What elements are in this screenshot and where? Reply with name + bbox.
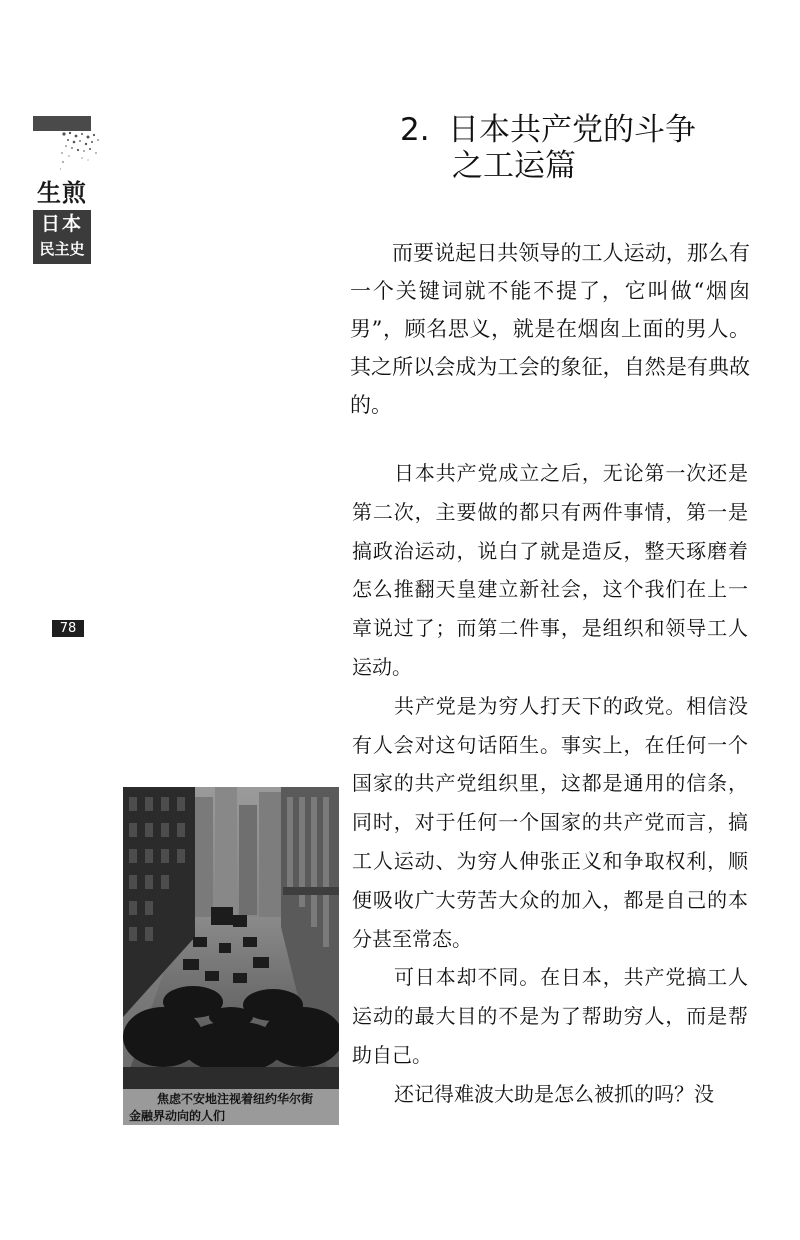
mark-line3: 民主史 xyxy=(39,240,85,258)
photo-caption xyxy=(123,1089,339,1125)
street-scene-illustration xyxy=(123,787,339,1089)
mark-line2: 日本 xyxy=(40,213,83,235)
caption-line1: 焦虑不安地注视着纽约华尔街 xyxy=(157,1092,314,1106)
mark-line1: 生煎 xyxy=(37,179,87,207)
body-text xyxy=(352,454,748,1114)
margin-speckle-decoration xyxy=(60,131,102,171)
book-title-mark xyxy=(33,176,91,264)
heading-number: 2. xyxy=(400,112,430,148)
wall-street-photo xyxy=(123,787,339,1089)
heading-line1: 日本共产党的斗争 xyxy=(448,112,696,148)
chapter-heading xyxy=(400,112,780,184)
margin-bar xyxy=(33,116,91,131)
body-paragraph: 共产党是为穷人打天下的政党。相信没有人会对这句话陌生。事实上，在任何一个国家的共产党组织里，这都是通用的信条，同时，对于任何一个国家的共产党而言，搞工人运动、为穷人伸张正义和争取权利，顺便吸收广大劳苦大众的加入，都是自己的本分甚至常态。 xyxy=(352,693,748,951)
page-number: 78 xyxy=(52,620,84,637)
heading-line2: 之工运篇 xyxy=(452,148,576,184)
body-paragraph: 可日本却不同。在日本，共产党搞工人运动的最大目的不是为了帮助穷人，而是帮助自己。 xyxy=(352,965,748,1067)
intro-block xyxy=(350,234,750,424)
body-paragraph: 还记得难波大助是怎么被抓的吗？没 xyxy=(394,1081,714,1106)
intro-paragraph: 而要说起日共领导的工人运动，那么有一个关键词就不能不提了，它叫做“烟囱男”，顾名思义，就是在烟囱上面的男人。其之所以会成为工会的象征，自然是有典故的。 xyxy=(350,241,750,417)
body-paragraph: 日本共产党成立之后，无论第一次还是第二次，主要做的都只有两件事情，第一是搞政治运动，说白了就是造反，整天琢磨着怎么推翻天皇建立新社会，这个我们在上一章说过了；而第二件事，是组织和领导工人运动。 xyxy=(352,461,748,679)
caption-line2: 金融界动向的人们 xyxy=(129,1109,226,1123)
